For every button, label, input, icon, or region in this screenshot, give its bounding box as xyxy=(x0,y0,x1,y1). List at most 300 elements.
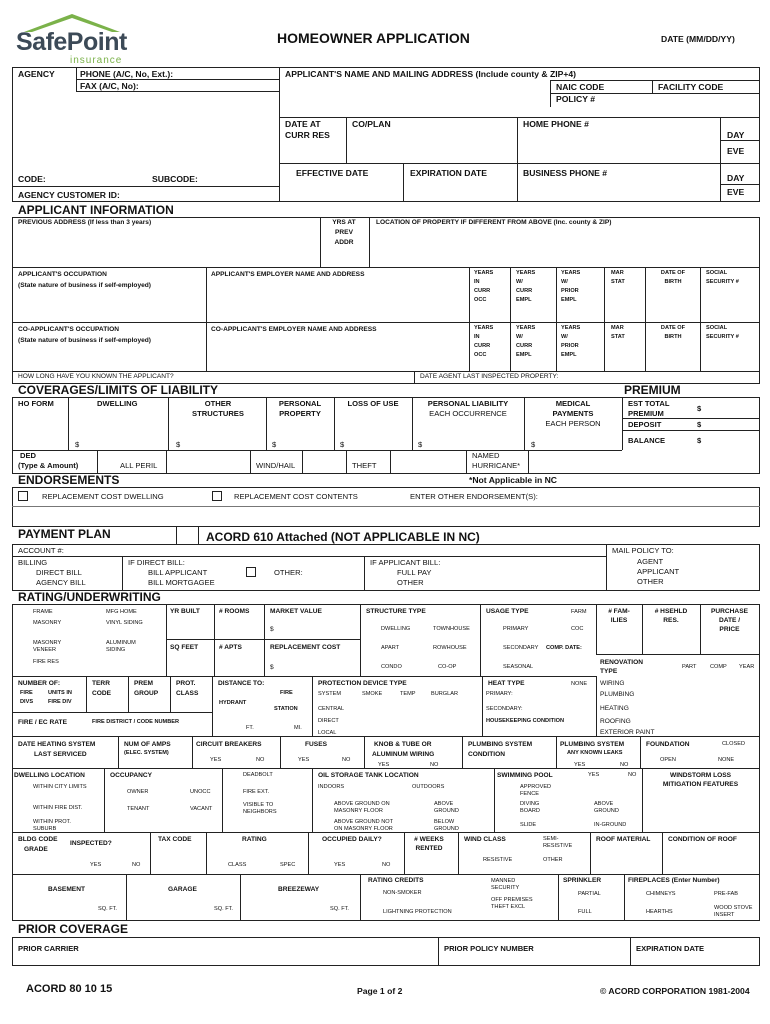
windstorm-2: MITIGATION FEATURES xyxy=(662,781,739,788)
usage-type-label: USAGE TYPE xyxy=(486,608,529,615)
purchase-2: DATE / xyxy=(718,617,741,624)
replacement-cost-label: REPLACEMENT COST xyxy=(270,644,341,651)
liability-dollar: $ xyxy=(418,440,423,449)
phone-label: PHONE (A/C, No, Ext.): xyxy=(80,69,174,79)
occupancy-label: OCCUPANCY xyxy=(110,772,153,779)
personal-dollar: $ xyxy=(272,440,277,449)
garage-sqft: SQ. FT. xyxy=(214,906,233,912)
direct-label: DIRECT xyxy=(318,718,339,724)
how-long-label: HOW LONG HAVE YOU KNOWN THE APPLICANT? xyxy=(18,373,174,380)
page-number: Page 1 of 2 xyxy=(357,986,403,996)
renovation-1: RENOVATION xyxy=(600,659,643,666)
deposit-label: DEPOSIT xyxy=(628,420,662,429)
mar-stat-1: MAR xyxy=(611,270,624,276)
prior-policy-label: PRIOR POLICY NUMBER xyxy=(444,944,534,953)
replacement-contents-label: REPLACEMENT COST CONTENTS xyxy=(234,492,358,501)
within-fire-label: WITHIN FIRE DIST. xyxy=(33,805,83,811)
est-dollar: $ xyxy=(697,404,702,413)
years-in-occ-1: YEARS xyxy=(474,270,494,276)
aluminum-wiring-label: ALUMINUM WIRING xyxy=(372,751,435,758)
masonry-veneer-2: VENEER xyxy=(33,647,57,653)
yr-built-label: YR BUILT xyxy=(170,608,200,615)
rating-credits-label: RATING CREDITS xyxy=(368,877,424,884)
prem-2: GROUP xyxy=(134,690,159,697)
years-in-occ-4: OCC xyxy=(474,297,487,303)
market-dollar: $ xyxy=(270,626,274,633)
hurricane-label: HURRICANE* xyxy=(472,461,521,470)
fire-station-2: STATION xyxy=(274,706,298,712)
structure-type-label: STRUCTURE TYPE xyxy=(366,608,426,615)
loss-dollar: $ xyxy=(340,440,345,449)
fire-divs-2: DIVS xyxy=(20,699,34,705)
protection-label: PROTECTION DEVICE TYPE xyxy=(318,680,407,687)
part-label: PART xyxy=(682,664,697,670)
premium-title: PREMIUM xyxy=(624,383,681,397)
oil-storage-label: OIL STORAGE TANK LOCATION xyxy=(318,772,419,779)
balance-dollar: $ xyxy=(697,436,702,445)
co-years-in-2: IN xyxy=(474,334,480,340)
aluminum-siding-1: ALUMINUM xyxy=(106,640,136,646)
coc-label: COC xyxy=(571,626,584,632)
bldg-code-1: BLDG CODE xyxy=(18,836,58,843)
heat-primary-label: PRIMARY: xyxy=(486,691,513,697)
manned-1: MANNED xyxy=(491,878,516,884)
full-label: FULL xyxy=(578,909,592,915)
prev-label: PREV xyxy=(335,229,353,236)
pool-above-2: GROUND xyxy=(594,808,619,814)
eve2-label: EVE xyxy=(727,187,745,197)
payments-label: PAYMENTS xyxy=(552,409,594,418)
leaks-yes: YES xyxy=(574,762,586,768)
plumbing-system-label: PLUMBING SYSTEM xyxy=(468,741,533,748)
approved-1: APPROVED xyxy=(520,784,552,790)
apts-label: # APTS xyxy=(219,644,242,651)
agency-label: AGENCY xyxy=(18,69,55,79)
replacement-dollar: $ xyxy=(270,664,274,671)
condo-label: CONDO xyxy=(381,664,402,670)
other-billing-label: OTHER: xyxy=(274,568,303,577)
replacement-dwelling-label: REPLACEMENT COST DWELLING xyxy=(42,492,164,501)
none2-label: NONE xyxy=(718,757,735,763)
leaks-no: NO xyxy=(620,762,629,768)
fireplaces-label: FIREPLACES (Enter Number) xyxy=(628,877,720,884)
ssn-2: SECURITY # xyxy=(706,279,739,285)
other-billing-checkbox[interactable] xyxy=(246,567,256,577)
years-w-empl-1: YEARS xyxy=(516,270,536,276)
non-smoker-label: NON-SMOKER xyxy=(383,890,422,896)
personal-liability-label: PERSONAL LIABILITY xyxy=(427,399,509,408)
bill-mortgagee-label: BILL MORTGAGEE xyxy=(148,578,215,587)
units-in-2: FIRE DIV xyxy=(48,699,72,705)
masonry-label: MASONRY xyxy=(33,620,62,626)
co-years-in-3: CURR xyxy=(474,343,491,349)
named-label: NAMED xyxy=(472,451,500,460)
number-of-label: NUMBER OF: xyxy=(18,680,61,687)
co-years-prior-4: EMPL xyxy=(561,352,577,358)
ded-label: DED xyxy=(20,451,37,460)
occupation-note: (State nature of business if self-employed) xyxy=(18,282,151,289)
inspected-yes: YES xyxy=(90,862,102,868)
primary-label: PRIMARY xyxy=(503,626,529,632)
outdoors-label: OUTDOORS xyxy=(412,784,445,790)
agency-bill-label: AGENCY BILL xyxy=(36,578,86,587)
if-applicant-label: IF APPLICANT BILL: xyxy=(370,558,441,567)
co-occupation-label: CO-APPLICANT'S OCCUPATION xyxy=(18,326,119,333)
resistive-label: RESISTIVE xyxy=(483,857,513,863)
housekeeping-label: HOUSEKEEPING CONDITION xyxy=(486,718,565,724)
years-in-occ-2: IN xyxy=(474,279,480,285)
approved-2: FENCE xyxy=(520,791,539,797)
pool-no: NO xyxy=(628,772,637,778)
wind-class-label: WIND CLASS xyxy=(464,836,506,843)
cb-yes: YES xyxy=(210,757,222,763)
fire-ec-rate-label: FIRE / EC RATE xyxy=(18,719,67,726)
secondary-label: SECONDARY xyxy=(503,645,539,651)
families-1: # FAM- xyxy=(608,608,630,615)
personal-property-label: PERSONAL xyxy=(278,399,322,408)
prem-1: PREM xyxy=(134,680,154,687)
smoke-label: SMOKE xyxy=(362,691,383,697)
above-not-2: ON MASONRY FLOOR xyxy=(334,826,393,832)
co-ssn-2: SECURITY # xyxy=(706,334,739,340)
closed-label: CLOSED xyxy=(722,741,746,747)
year-label: YEAR xyxy=(739,664,755,670)
plumbing-condition-label: CONDITION xyxy=(468,751,505,758)
garage-label: GARAGE xyxy=(168,886,197,893)
rowhouse-label: ROWHOUSE xyxy=(433,645,467,651)
location-label: LOCATION OF PROPERTY IF DIFFERENT FROM ABOVE (Inc. county & ZIP) xyxy=(376,219,612,226)
coplan-label: CO/PLAN xyxy=(352,119,391,129)
farm-label: FARM xyxy=(571,609,587,615)
years-w-empl-3: CURR xyxy=(516,288,533,294)
weeks-rented-1: # WEEKS xyxy=(414,836,444,843)
knob-tube-label: KNOB & TUBE OR xyxy=(374,741,432,748)
wind-hail-label: WIND/HAIL xyxy=(256,461,296,470)
in-ground-label: IN-GROUND xyxy=(594,822,627,828)
fuses-yes: YES xyxy=(298,757,310,763)
years-w-empl-2: W/ xyxy=(516,279,523,285)
seasonal-label: SEASONAL xyxy=(503,664,534,670)
est-total-label: EST TOTAL xyxy=(628,399,670,408)
date-heating-label: DATE HEATING SYSTEM xyxy=(18,741,96,748)
theft-label: THEFT xyxy=(352,461,377,470)
occupied-no: NO xyxy=(382,862,391,868)
condition-roof-label: CONDITION OF ROOF xyxy=(668,836,737,843)
copyright: © ACORD CORPORATION 1981-2004 xyxy=(600,986,750,996)
mail-agent-label: AGENT xyxy=(637,557,664,566)
vacant-label: VACANT xyxy=(190,806,213,812)
account-label: ACCOUNT #: xyxy=(18,546,64,555)
ssn-1: SOCIAL xyxy=(706,270,728,276)
code-label: CODE: xyxy=(18,174,46,184)
property-label: PROPERTY xyxy=(279,409,321,418)
co-years-in-4: OCC xyxy=(474,352,487,358)
co-mar-2: STAT xyxy=(611,334,625,340)
dob-1: DATE OF xyxy=(660,270,686,276)
heating-label: HEATING xyxy=(600,705,629,712)
heat-secondary-label: SECONDARY: xyxy=(486,706,523,712)
heat-type-label: HEAT TYPE xyxy=(488,680,525,687)
purchase-3: PRICE xyxy=(719,626,740,633)
aluminum-siding-2: SIDING xyxy=(106,647,126,653)
date-label: DATE (MM/DD/YY) xyxy=(661,34,735,44)
distance-to-label: DISTANCE TO: xyxy=(218,680,265,687)
business-phone-label: BUSINESS PHONE # xyxy=(523,168,608,178)
fuses-no: NO xyxy=(342,757,351,763)
replacement-contents-checkbox[interactable] xyxy=(212,491,222,501)
sprinkler-label: SPRINKLER xyxy=(563,877,602,884)
replacement-dwelling-checkbox[interactable] xyxy=(18,491,28,501)
if-direct-label: IF DIRECT BILL: xyxy=(128,558,185,567)
billing-label: BILLING xyxy=(18,558,48,567)
vinyl-siding-label: VINYL SIDING xyxy=(106,620,143,626)
premium2-label: PREMIUM xyxy=(628,409,664,418)
applicant-info-title: APPLICANT INFORMATION xyxy=(18,203,174,217)
acord-610-label: ACORD 610 Attached (NOT APPLICABLE IN NC) xyxy=(206,530,480,544)
other-endorsements-label: ENTER OTHER ENDORSEMENT(S): xyxy=(410,492,538,501)
weeks-rented-2: RENTED xyxy=(415,845,443,852)
ft-label: FT. xyxy=(246,725,254,731)
years-prior-3: PRIOR xyxy=(561,288,579,294)
fire-district-label: FIRE DISTRICT / CODE NUMBER xyxy=(92,719,180,725)
medical-dollar: $ xyxy=(531,440,536,449)
other2-label: OTHER xyxy=(397,578,424,587)
occupation-label: APPLICANT'S OCCUPATION xyxy=(18,271,107,278)
townhouse-label: TOWNHOUSE xyxy=(433,626,470,632)
payment-plan-title: PAYMENT PLAN xyxy=(18,527,111,541)
co-occupation-note: (State nature of business if self-employed) xyxy=(18,337,151,344)
diving-2: BOARD xyxy=(520,808,540,814)
rating-label: RATING xyxy=(242,836,267,843)
coop-label: CO-OP xyxy=(438,664,457,670)
subcode-label: SUBCODE: xyxy=(152,174,198,184)
co-years-w-3: CURR xyxy=(516,343,533,349)
basement-label: BASEMENT xyxy=(48,886,85,893)
home-phone-label: HOME PHONE # xyxy=(523,119,589,129)
other-dollar: $ xyxy=(176,440,181,449)
visible-2: NEIGHBORS xyxy=(243,809,277,815)
expiration-date-label: EXPIRATION DATE xyxy=(410,168,488,178)
oil-above-1: ABOVE xyxy=(434,801,454,807)
foundation-label: FOUNDATION xyxy=(646,741,690,748)
within-city-label: WITHIN CITY LIMITS xyxy=(33,784,87,790)
swimming-pool-label: SWIMMING POOL xyxy=(497,772,553,779)
off-premises-2: THEFT EXCL xyxy=(491,904,526,910)
agency-customer-label: AGENCY CUSTOMER ID: xyxy=(18,190,120,200)
facility-label: FACILITY CODE xyxy=(658,82,724,92)
inspected-no: NO xyxy=(132,862,141,868)
years-prior-1: YEARS xyxy=(561,270,581,276)
all-peril-label: ALL PERIL xyxy=(120,461,158,470)
co-years-in-1: YEARS xyxy=(474,325,494,331)
coverages-title: COVERAGES/LIMITS OF LIABILITY xyxy=(18,383,219,397)
prot-1: PROT. xyxy=(176,680,196,687)
wood-stove-2: INSERT xyxy=(714,912,735,918)
co-mar-1: MAR xyxy=(611,325,624,331)
families-2: ILIES xyxy=(610,617,628,624)
kt-no: NO xyxy=(430,762,439,768)
class-label: CLASS xyxy=(228,862,247,868)
oil-below-1: BELOW xyxy=(434,819,455,825)
roofing-label: ROOFING xyxy=(600,718,631,725)
within-prot-2: SUBURB xyxy=(33,826,57,832)
other-structures-label: OTHER xyxy=(204,399,232,408)
diving-1: DIVING xyxy=(520,801,540,807)
wiring-label: WIRING xyxy=(600,680,625,687)
terr-1: TERR xyxy=(92,680,110,687)
inspected-label: INSPECTED? xyxy=(70,840,112,847)
prior-expiration-label: EXPIRATION DATE xyxy=(636,944,705,953)
endorsements-title: ENDORSEMENTS xyxy=(18,473,120,487)
endorsements-note: *Not Applicable in NC xyxy=(469,475,558,485)
system-label: SYSTEM xyxy=(318,691,342,697)
rooms-label: # ROOMS xyxy=(219,608,250,615)
balance-label: BALANCE xyxy=(628,436,666,445)
prot-2: CLASS xyxy=(176,690,199,697)
any-known-leaks-label: ANY KNOWN LEAKS xyxy=(567,750,623,756)
curr-res-label: CURR RES xyxy=(285,130,330,140)
dob-2: BIRTH xyxy=(664,279,682,285)
burglar-label: BURGLAR xyxy=(431,691,459,697)
bldg-code-2: GRADE xyxy=(24,846,48,853)
fuses-label: FUSES xyxy=(305,741,327,748)
co-employer-label: CO-APPLICANT'S EMPLOYER NAME AND ADDRESS xyxy=(211,326,377,333)
breezeway-label: BREEZEWAY xyxy=(278,886,320,893)
market-value-label: MARKET VALUE xyxy=(270,608,322,615)
windstorm-1: WINDSTORM LOSS xyxy=(669,772,732,779)
semi-2: RESISTIVE xyxy=(543,843,573,849)
prefab-label: PRE-FAB xyxy=(714,891,738,897)
tax-code-label: TAX CODE xyxy=(158,836,192,843)
basement-sqft: SQ. FT. xyxy=(98,906,117,912)
each-person-label: EACH PERSON xyxy=(545,419,601,428)
mail-other-label: OTHER xyxy=(637,577,664,586)
wood-stove-1: WOOD STOVE xyxy=(714,905,753,911)
slide-label: SLIDE xyxy=(520,822,537,828)
above-not-1: ABOVE GROUND NOT xyxy=(334,819,394,825)
comp-label: COMP xyxy=(710,664,727,670)
fire-divs-1: FIRE xyxy=(20,690,33,696)
cb-no: NO xyxy=(256,757,265,763)
full-pay-label: FULL PAY xyxy=(397,568,432,577)
deadbolt-label: DEADBOLT xyxy=(243,772,273,778)
dwelling-label: DWELLING xyxy=(97,399,138,408)
frame-label: FRAME xyxy=(33,609,53,615)
unocc-label: UNOCC xyxy=(190,789,211,795)
units-in-1: UNITS IN xyxy=(48,690,72,696)
last-serviced-label: LAST SERVICED xyxy=(34,751,87,758)
logo-sub: insurance xyxy=(70,55,123,66)
wind-other-label: OTHER xyxy=(543,857,563,863)
spec-label: SPEC xyxy=(280,862,296,868)
co-dob-2: BIRTH xyxy=(664,334,682,340)
day2-label: DAY xyxy=(727,173,745,183)
plumbing-leaks-label: PLUMBING SYSTEM xyxy=(560,741,625,748)
co-years-w-2: W/ xyxy=(516,334,523,340)
fire-ext-label: FIRE EXT. xyxy=(243,789,270,795)
sq-feet-label: SQ FEET xyxy=(170,644,199,651)
form-title: HOMEOWNER APPLICATION xyxy=(277,30,470,46)
heat-none-label: NONE xyxy=(571,681,588,687)
prior-coverage-title: PRIOR COVERAGE xyxy=(18,922,129,936)
type-amount-label: (Type & Amount) xyxy=(18,461,79,470)
kt-yes: YES xyxy=(378,762,390,768)
prior-carrier-label: PRIOR CARRIER xyxy=(18,944,79,953)
manned-2: SECURITY xyxy=(491,885,520,891)
exterior-paint-label: EXTERIOR PAINT xyxy=(600,729,655,736)
open-label: OPEN xyxy=(660,757,676,763)
num-amps-label: NUM OF AMPS xyxy=(124,741,171,748)
tenant-label: TENANT xyxy=(127,806,150,812)
terr-2: CODE xyxy=(92,690,112,697)
temp-label: TEMP xyxy=(400,691,416,697)
policy-label: POLICY # xyxy=(556,94,596,104)
partial-label: PARTIAL xyxy=(578,891,601,897)
pool-above-1: ABOVE xyxy=(594,801,614,807)
plumbing-label: PLUMBING xyxy=(600,691,635,698)
co-dob-1: DATE OF xyxy=(660,325,686,331)
employer-label: APPLICANT'S EMPLOYER NAME AND ADDRESS xyxy=(211,271,365,278)
purchase-1: PURCHASE xyxy=(710,608,748,615)
co-years-w-1: YEARS xyxy=(516,325,536,331)
hsehld-2: RES. xyxy=(663,617,679,624)
chimneys-label: CHIMNEYS xyxy=(646,891,676,897)
date-at-label: DATE AT xyxy=(285,119,321,129)
lightning-label: LIGHTNING PROTECTION xyxy=(383,909,452,915)
circuit-breakers-label: CIRCUIT BREAKERS xyxy=(196,741,262,748)
mfg-home-label: MFG HOME xyxy=(106,609,137,615)
day-label: DAY xyxy=(727,130,745,140)
yrs-at-label: YRS AT xyxy=(332,219,356,226)
off-premises-1: OFF PREMISES xyxy=(491,897,533,903)
form-number: ACORD 80 10 15 xyxy=(26,983,113,995)
loss-of-use-label: LOSS OF USE xyxy=(347,399,399,408)
years-w-empl-4: EMPL xyxy=(516,297,532,303)
mail-policy-label: MAIL POLICY TO: xyxy=(612,546,674,555)
within-prot-1: WITHIN PROT. xyxy=(33,819,71,825)
deposit-dollar: $ xyxy=(697,420,702,429)
above-masonry-1: ABOVE GROUND ON xyxy=(334,801,390,807)
semi-1: SEMI- xyxy=(543,836,559,842)
renovation-2: TYPE xyxy=(600,668,618,675)
mail-applicant-label: APPLICANT xyxy=(637,567,680,576)
oil-below-2: GROUND xyxy=(434,826,459,832)
logo-name: SafePoint xyxy=(16,28,127,56)
years-prior-2: W/ xyxy=(561,279,568,285)
masonry-veneer-1: MASONRY xyxy=(33,640,62,646)
occupied-yes: YES xyxy=(334,862,346,868)
hydrant-label: HYDRANT xyxy=(219,700,247,706)
above-masonry-2: MASONRY FLOOR xyxy=(334,808,383,814)
date-agent-label: DATE AGENT LAST INSPECTED PROPERTY: xyxy=(420,373,559,380)
hearths-label: HEARTHS xyxy=(646,909,673,915)
eve-label: EVE xyxy=(727,146,745,156)
owner-label: OWNER xyxy=(127,789,149,795)
ho-form-label: HO FORM xyxy=(18,399,54,408)
pool-yes: YES xyxy=(588,772,600,778)
naic-label: NAIC CODE xyxy=(556,82,605,92)
central-label: CENTRAL xyxy=(318,706,345,712)
fire-station-1: FIRE xyxy=(280,690,293,696)
structures-label: STRUCTURES xyxy=(192,409,244,418)
years-prior-4: EMPL xyxy=(561,297,577,303)
breezeway-sqft: SQ. FT. xyxy=(330,906,349,912)
co-years-prior-3: PRIOR xyxy=(561,343,579,349)
bill-applicant-label: BILL APPLICANT xyxy=(148,568,208,577)
comp-date-label: COMP. DATE: xyxy=(546,645,582,651)
direct-bill-label: DIRECT BILL xyxy=(36,568,82,577)
fax-label: FAX (A/C, No): xyxy=(80,81,139,91)
